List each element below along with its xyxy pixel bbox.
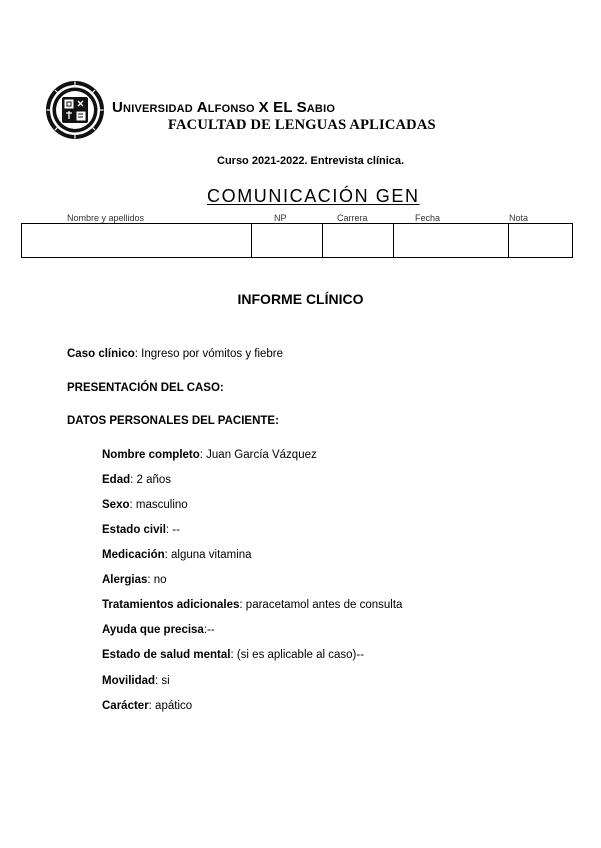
- personal-data-heading: DATOS PERSONALES DEL PACIENTE:: [67, 415, 279, 427]
- student-id-table: [21, 223, 573, 258]
- field-mobility: Movilidad: si: [102, 675, 170, 687]
- field-age: Edad: 2 años: [102, 474, 172, 486]
- case-line: Caso clínico: Ingreso por vómitos y fiebre: [67, 348, 284, 360]
- header-name: Nombre y apellidos: [67, 213, 145, 223]
- name-cell[interactable]: [22, 224, 252, 258]
- field-help-needed: Ayuda que precisa:--: [102, 624, 215, 636]
- header-date: Fecha: [415, 213, 441, 223]
- presentation-heading: PRESENTACIÓN DEL CASO:: [67, 382, 224, 394]
- field-sex: Sexo: masculino: [102, 499, 188, 511]
- faculty-name: FACULTAD DE LENGUAS APLICADAS: [168, 117, 436, 133]
- field-civil-status: Estado civil: --: [102, 524, 180, 536]
- report-title: INFORME CLÍNICO: [237, 291, 364, 307]
- field-medication: Medicación: alguna vitamina: [102, 549, 252, 561]
- np-cell[interactable]: [252, 224, 323, 258]
- course-label: Curso 2021-2022. Entrevista clínica.: [217, 155, 405, 167]
- date-cell[interactable]: [394, 224, 509, 258]
- grade-cell[interactable]: [509, 224, 573, 258]
- field-additional-treatments: Tratamientos adicionales: paracetamol antes de consulta: [102, 599, 403, 611]
- subject-title: COMUNICACIÓN GEN: [207, 186, 420, 206]
- header-grade: Nota: [509, 213, 529, 223]
- header-np: NP: [274, 213, 287, 223]
- header-career: Carrera: [337, 213, 368, 223]
- field-full-name: Nombre completo: Juan García Vázquez: [102, 449, 317, 461]
- field-allergies: Alergias: no: [102, 574, 167, 586]
- field-character: Carácter: apático: [102, 700, 193, 712]
- field-mental-health: Estado de salud mental: (si es aplicable al caso)--: [102, 649, 365, 661]
- university-seal-logo: [45, 80, 105, 140]
- career-cell[interactable]: [323, 224, 394, 258]
- university-name: UNIVERSIDAD ALFONSO X EL SABIO: [112, 99, 336, 116]
